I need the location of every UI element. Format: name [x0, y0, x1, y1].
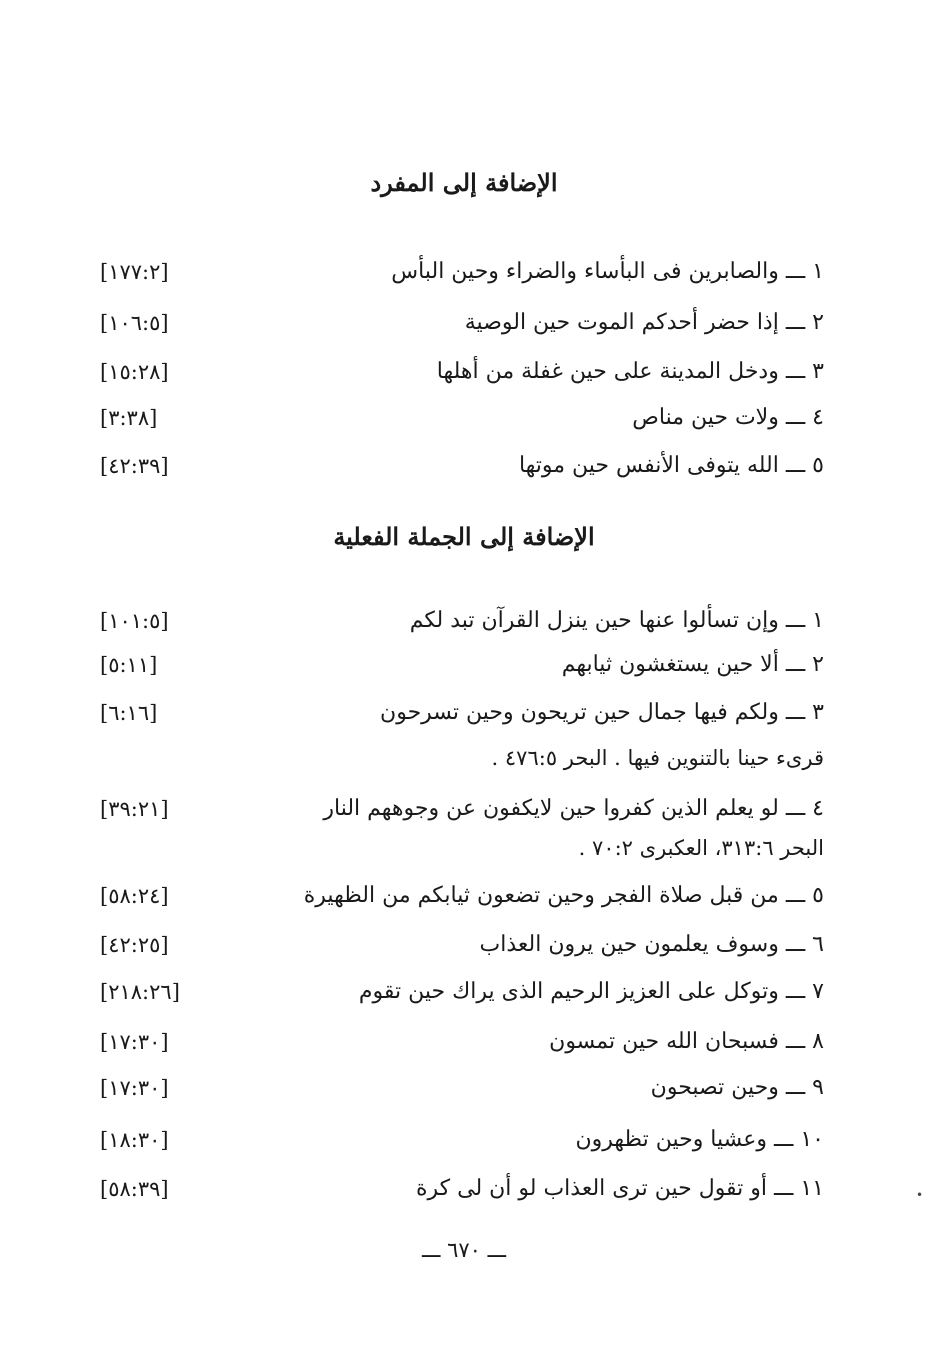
- list-item: [0, 352, 928, 392]
- list-item: [0, 789, 928, 829]
- verse-text: ٢ ـــ ألا حين يستغشون ثيابهم: [561, 652, 824, 677]
- verse-reference: [١٧:٣٠]: [100, 1030, 169, 1054]
- list-item: [0, 303, 928, 343]
- verse-reference: [١٧:٣٠]: [100, 1076, 169, 1100]
- list-item: [0, 1068, 928, 1108]
- verse-reference: [١٥:٢٨]: [100, 360, 169, 384]
- verse-text: ١ ـــ والصابرين فى البأساء والضراء وحين البأس: [391, 259, 824, 284]
- list-item: [0, 446, 928, 486]
- verse-text: ٧ ـــ وتوكل على العزيز الرحيم الذى يراك حين تقوم: [358, 979, 824, 1004]
- verse-reference: [٥٨:٢٤]: [100, 884, 169, 908]
- verse-text: ١٠ ـــ وعشيا وحين تظهرون: [575, 1127, 824, 1152]
- verse-reference: [٥٨:٣٩]: [100, 1177, 169, 1201]
- verse-text: ٩ ـــ وحين تصبحون: [650, 1075, 824, 1100]
- commentary-note: قرىء حينا بالتنوين فيها . البحر ٤٧٦:٥ .: [491, 746, 824, 770]
- list-item: [0, 1169, 928, 1209]
- verse-text: ١١ ـــ أو تقول حين ترى العذاب لو أن لى كرة: [415, 1176, 824, 1201]
- list-item: [0, 645, 928, 685]
- verse-text: ٣ ـــ ولكم فيها جمال حين تريحون وحين تسرحون: [380, 700, 824, 725]
- list-item: [0, 601, 928, 641]
- page-number: ـــ ٦٧٠ ـــ: [421, 1238, 507, 1262]
- list-item: [0, 876, 928, 916]
- verse-reference: [١٠٦:٥]: [100, 311, 169, 335]
- verse-reference: [٤٢:٣٩]: [100, 454, 169, 478]
- list-item: [0, 398, 928, 438]
- verse-reference: [٤٢:٢٥]: [100, 933, 169, 957]
- verse-text: ١ ـــ وإن تسألوا عنها حين ينزل القرآن تبد لكم: [409, 608, 824, 633]
- list-item: [0, 1022, 928, 1062]
- commentary-note: البحر ٣١٣:٦، العكبرى ٧٠:٢ .: [578, 836, 824, 860]
- section-heading-singular: الإضافة إلى المفرد: [370, 168, 558, 197]
- verse-text: ٥ ـــ الله يتوفى الأنفس حين موتها: [518, 453, 824, 478]
- verse-text: ٦ ـــ وسوف يعلمون حين يرون العذاب: [479, 932, 824, 957]
- verse-reference: [٣٩:٢١]: [100, 797, 169, 821]
- verse-reference: [١٠١:٥]: [100, 609, 169, 633]
- verse-reference: [١٧٧:٢]: [100, 260, 169, 284]
- print-speck: •: [916, 1188, 924, 1202]
- verse-text: ٢ ـــ إذا حضر أحدكم الموت حين الوصية: [464, 310, 824, 335]
- verse-text: ٤ ـــ لو يعلم الذين كفروا حين لايكفون عن وجوههم النار: [323, 796, 824, 821]
- list-item: [0, 693, 928, 733]
- verse-text: ٨ ـــ فسبحان الله حين تمسون: [549, 1029, 824, 1054]
- list-item: [0, 925, 928, 965]
- verse-reference: [٥:١١]: [100, 653, 158, 677]
- verse-reference: [١٨:٣٠]: [100, 1128, 169, 1152]
- verse-reference: [٦:١٦]: [100, 701, 158, 725]
- verse-reference: [٢١٨:٢٦]: [100, 980, 180, 1004]
- list-item: [0, 252, 928, 292]
- list-item: [0, 972, 928, 1012]
- section-heading-verbal-clause: الإضافة إلى الجملة الفعلية: [333, 522, 595, 551]
- verse-text: ٥ ـــ من قبل صلاة الفجر وحين تضعون ثيابكم من الظهيرة: [303, 883, 824, 908]
- list-item: [0, 1120, 928, 1160]
- verse-text: ٤ ـــ ولات حين مناص: [632, 405, 824, 430]
- verse-text: ٣ ـــ ودخل المدينة على حين غفلة من أهلها: [436, 359, 824, 384]
- verse-reference: [٣:٣٨]: [100, 406, 158, 430]
